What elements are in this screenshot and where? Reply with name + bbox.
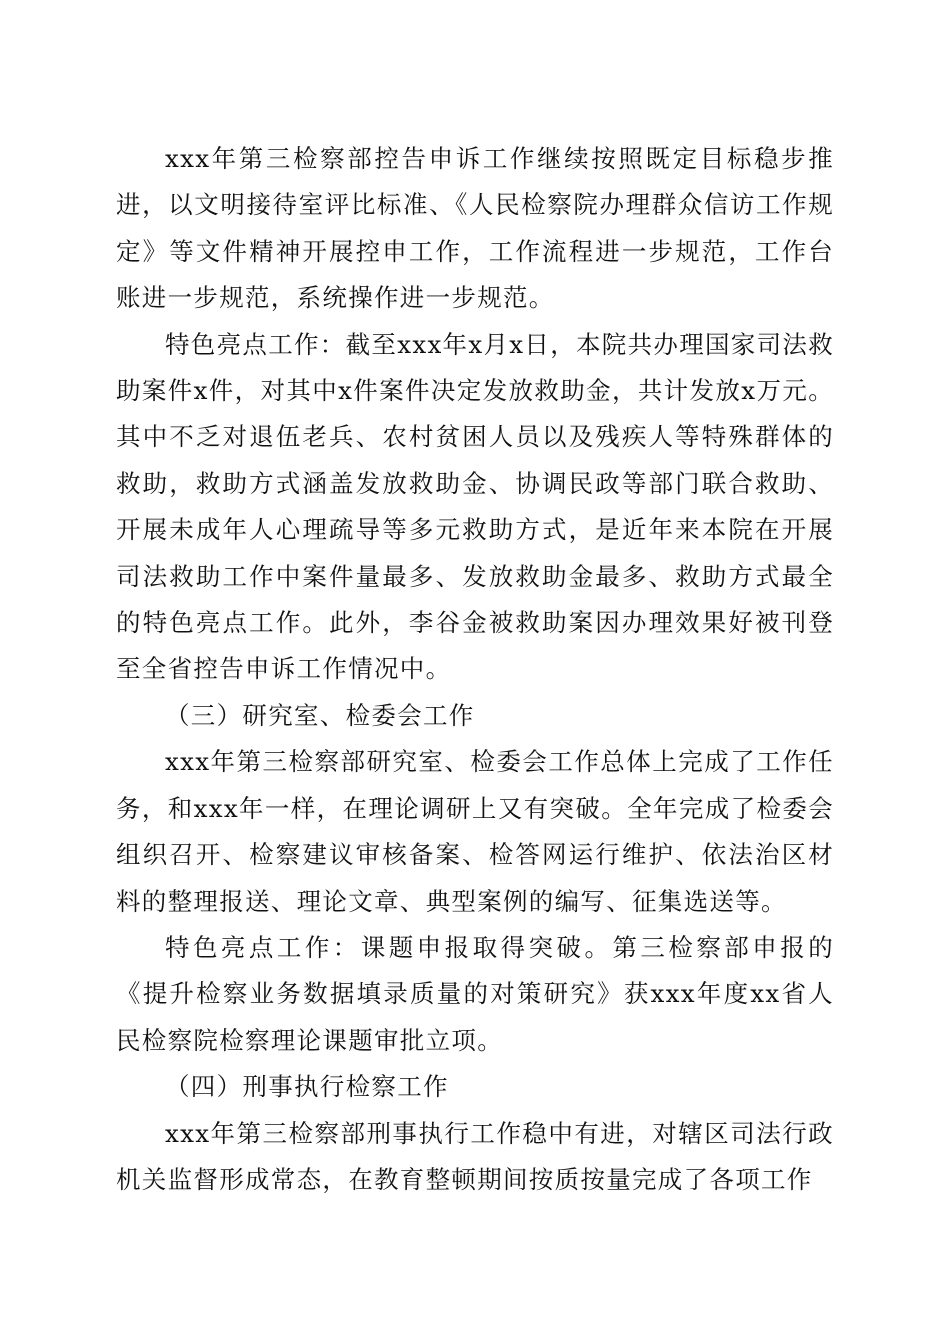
document-body bbox=[116, 136, 834, 1203]
paragraph-judicial-aid-highlight: 特色亮点工作：截至xxx年x月x日，本院共办理国家司法救助案件x件，对其中x件案件决定发放救助金，共计发放x万元。其中不乏对退伍老兵、农村贫困人员以及残疾人等特殊群体的救助，救助方式涵盖发放救助金、协调民政等部门联合救助、开展未成年人心理疏导等多元救助方式，是近年来本院在开展司法救助工作中案件量最多、发放救助金最多、救助方式最全的特色亮点工作。此外，李谷金被救助案因办理效果好被刊登至全省控告申诉工作情况中。 bbox=[116, 329, 834, 684]
paragraph-research-office-work: xxx年第三检察部研究室、检委会工作总体上完成了工作任务，和xxx年一样，在理论调研上又有突破。全年完成了检委会组织召开、检察建议审核备案、检答网运行维护、依法治区材料的整理报送、理论文章、典型案例的编写、征集选送等。 bbox=[116, 747, 834, 916]
paragraph-research-highlight: 特色亮点工作：课题申报取得突破。第三检察部申报的《提升检察业务数据填录质量的对策研究》获xxx年度xx省人民检察院检察理论课题审批立项。 bbox=[116, 932, 834, 1055]
paragraph-complaint-work: xxx年第三检察部控告申诉工作继续按照既定目标稳步推进，以文明接待室评比标准、《人民检察院办理群众信访工作规定》等文件精神开展控申工作，工作流程进一步规范，工作台账进一步规范，系统操作进一步规范。 bbox=[116, 144, 834, 313]
section-heading-criminal-execution: （四）刑事执行检察工作 bbox=[165, 1072, 449, 1102]
paragraph-criminal-execution-work: xxx年第三检察部刑事执行工作稳中有进，对辖区司法行政机关监督形成常态，在教育整顿期间按质按量完成了各项工作 bbox=[116, 1118, 834, 1194]
section-heading-research-office: （三）研究室、检委会工作 bbox=[165, 700, 475, 730]
